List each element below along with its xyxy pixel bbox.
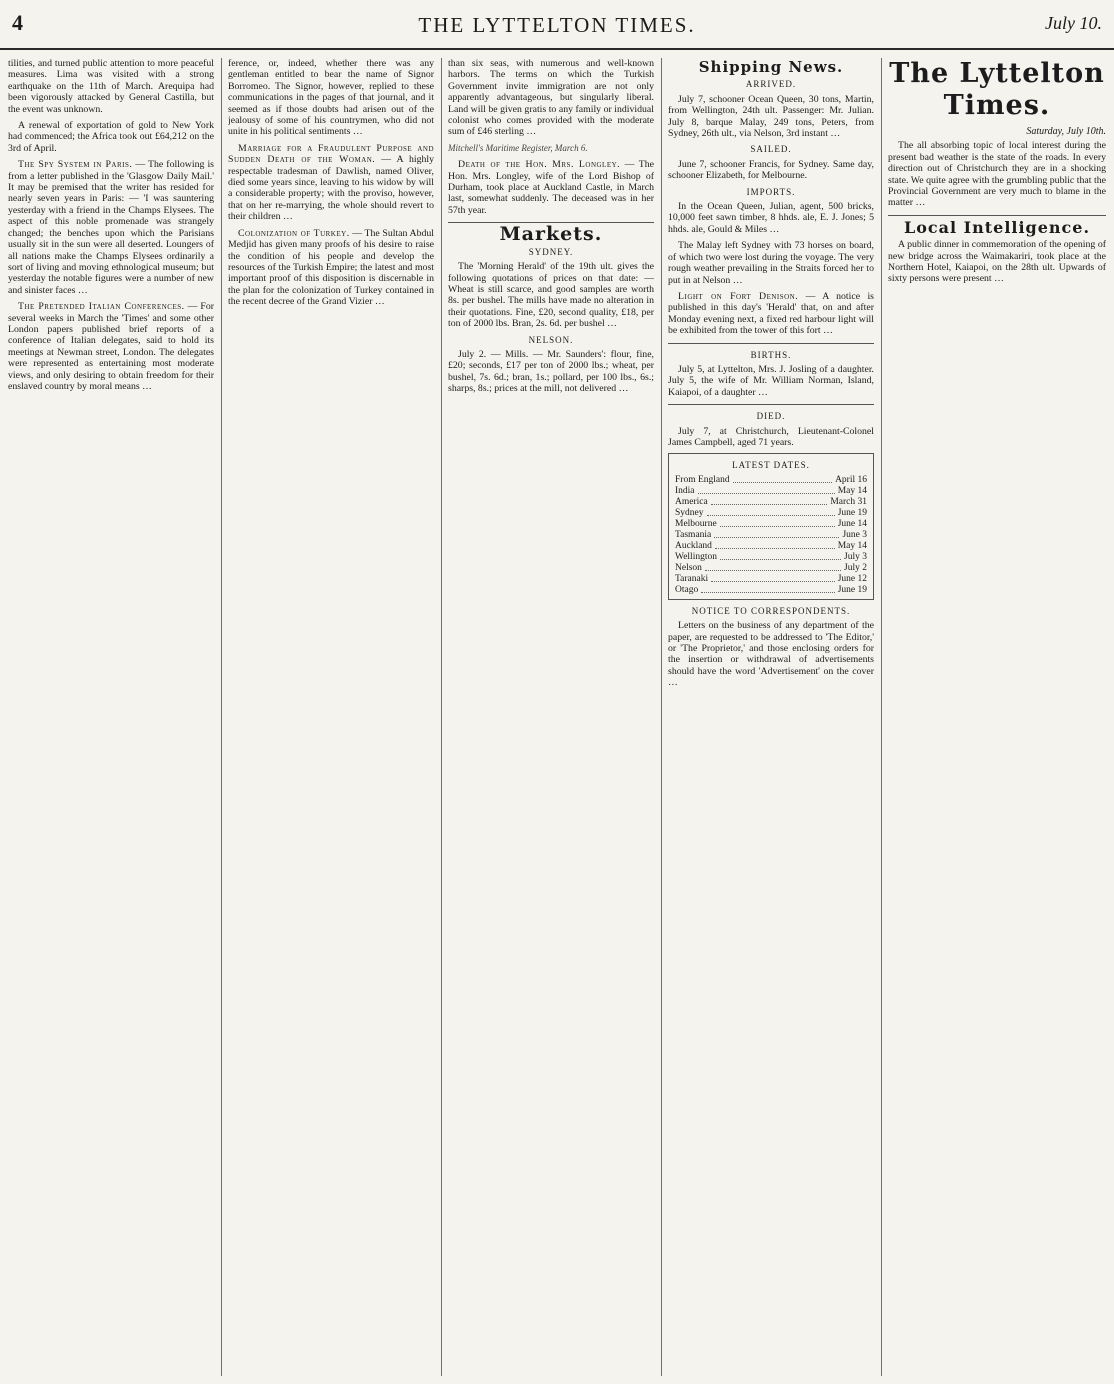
nelson-market-report: July 2. — Mills. — Mr. Saunders': flour, fine, £20; seconds, £17 per ton of 2000 lbs.; wheat, per bushel, 7s. 6d.; bran, 1s.; pollard, per 100 lbs., 6s.; sharps, 8s.; prices at the mill, not delivered … xyxy=(448,348,654,395)
died-heading: DIED. xyxy=(756,411,786,422)
sailed-subheading: SAILED. xyxy=(750,144,792,155)
malay-report: The Malay left Sydney with 73 horses on board, of which two were lost during the voyage. The very rough weather prevailing in the Straits forced her to put in at Nelson … xyxy=(668,240,874,286)
article-body: The following is from a letter published in the 'Glasgow Daily Mail.' It may be premised that the writer has resided for nearly seven years in Paris: — 'I was sauntering yesterday with a friend in the Champs Elysees. The aspect of this noble promenade was strangely changed; the benches upon which the Parisians usually sit in the sun were all deserted. Loungers of all nations make the Champs Elysees ordinarily a sort of living and moving ethnological museum; but yesterday the notable figures were a number of new and sinister faces … xyxy=(8,159,214,296)
died-list: July 7, at Christchurch, Lieutenant-Colonel James Campbell, aged 71 years. xyxy=(668,425,874,448)
latest-date-value: June 12 xyxy=(837,573,867,584)
local-intelligence-body: A public dinner in commemoration of the opening of new bridge across the Waimakariri, took place at the Northern Hotel, Kaiapoi, on the 28th ult. Upwards of sixty persons were present … xyxy=(888,239,1106,285)
column-4 xyxy=(668,58,874,1376)
editorial-dateline: Saturday, July 10th. xyxy=(1026,126,1106,137)
leader-dots xyxy=(707,508,835,516)
latest-date-place: Melbourne xyxy=(675,518,717,529)
latest-dates-box xyxy=(668,453,874,599)
latest-date-value: June 14 xyxy=(837,518,867,529)
latest-date-row xyxy=(675,585,867,596)
shipping-heading: Shipping News. xyxy=(698,58,844,76)
column-5 xyxy=(888,58,1106,1376)
leading-article: The all absorbing topic of local interest during the present bad weather is the state of the roads. In every direction out of Christchurch they are in a shocking state. We quite agree with the grumbling public that the Provincial Government are very much to blame in the matter … xyxy=(888,140,1106,209)
section-rule xyxy=(668,343,874,344)
fort-denison-article: Light on Fort Denison. — A notice is published in this day's 'Herald' that, on and after Monday evening next, a fixed red harbour light will be exhibited from the tower of this fort … xyxy=(668,290,874,337)
latest-date-value: June 19 xyxy=(837,584,867,595)
column-2 xyxy=(228,58,434,1376)
leader-dots xyxy=(720,519,835,527)
latest-date-row xyxy=(675,574,867,585)
latest-date-row xyxy=(675,552,867,563)
arrived-list: July 7, schooner Ocean Queen, 30 tons, Martin, from Wellington, 24th ult. Passenger: Mr. Julian. July 8, barque Malay, 249 tons, Peters, from Sydney, 26th ult., via Nelson, 3rd instant … xyxy=(668,93,874,140)
editorial-flag: The Lyttelton Times. xyxy=(889,58,1105,121)
sydney-subheading: SYDNEY. xyxy=(528,246,574,257)
column-3 xyxy=(448,58,654,1376)
latest-date-place: Tasmania xyxy=(675,529,712,540)
italian-conferences-article: The Pretended Italian Conferences. — For several weeks in March the 'Times' and some other London papers published brief reports of a conference of Italian delegates, said to hold its meetings at Newman street, London. The delegates were represented as entertaining most moderate views, and only desiring to obtain freedom for their enslaved country by moral means … xyxy=(8,301,214,392)
leader-dots xyxy=(733,475,832,483)
latest-date-row xyxy=(675,530,867,541)
page-header xyxy=(0,0,1114,50)
article-heading: The Spy System in Paris. xyxy=(18,159,133,171)
latest-date-value: May 14 xyxy=(837,540,867,551)
sailed-list: June 7, schooner Francis, for Sydney. Same day, schooner Elizabeth, for Melbourne. xyxy=(668,158,874,182)
latest-date-place: Nelson xyxy=(675,562,702,573)
section-rule xyxy=(888,215,1106,216)
death-notice-article: Death of the Hon. Mrs. Longley. — The Hon. Mrs. Longley, wife of the Lord Bishop of Durham, took place at Auckland Castle, in March last, somewhat suddenly. The deceased was in her 57th year. xyxy=(448,159,654,216)
article-heading: The Pretended Italian Conferences. xyxy=(18,301,185,313)
latest-date-value: June 3 xyxy=(842,529,867,540)
article-body: The Hon. Mrs. Longley, wife of the Lord Bishop of Durham, took place at Auckland Castle, in March last, somewhat suddenly. The deceased was in her 57th year. xyxy=(448,159,654,216)
leader-dots xyxy=(701,585,834,593)
latest-date-value: July 3 xyxy=(844,551,867,562)
latest-dates-heading: LATEST DATES. xyxy=(732,460,810,471)
page-number: 4 xyxy=(12,10,23,35)
source-attribution: Mitchell's Maritime Register, March 6. xyxy=(448,142,588,153)
latest-date-place: Sydney xyxy=(675,507,704,518)
turkey-article: Colonization of Turkey. — The Sultan Abdul Medjid has given many proofs of his desire to raise the condition of his people and develop the resources of the Turkish Empire; the latest and most important proof of this disposition is discernable in the plan for the colonization of Turkey contained in the recent decree of the Grand Vizier … xyxy=(228,227,434,308)
latest-date-value: May 14 xyxy=(837,485,867,496)
article-body: The Sultan Abdul Medjid has given many proofs of his desire to raise the condition of his people and develop the resources of the Turkish Empire; the latest and most important proof of this disposition is discernable in the plan for the colonization of Turkey contained in the recent decree of the Grand Vizier … xyxy=(228,227,434,308)
column-rule xyxy=(441,58,442,1376)
latest-date-value: April 16 xyxy=(835,474,867,485)
latest-date-row xyxy=(675,563,867,574)
fragment-article: tilities, and turned public attention to more peaceful measures. Lima was visited with a strong earthquake on the 11th of March. Arequipa had been vigorously attacked by General Castilla, but the event was unknown. xyxy=(8,58,214,115)
latest-date-row xyxy=(675,486,867,497)
latest-date-place: Auckland xyxy=(675,540,712,551)
leader-dots xyxy=(715,541,835,549)
notice-body: Letters on the business of any department of the paper, are requested to be addressed to 'The Editor,' or 'The Proprietor,' and those enclosing orders for the insertion or withdrawal of advertisements should have the word 'Advertisement' on the cover … xyxy=(668,620,874,689)
leader-dots xyxy=(711,497,828,505)
latest-date-value: March 31 xyxy=(830,496,867,507)
leader-dots xyxy=(720,552,841,560)
arrived-subheading: ARRIVED. xyxy=(745,79,797,90)
markets-heading: Markets. xyxy=(499,223,603,246)
local-intelligence-heading: Local Intelligence. xyxy=(903,217,1091,237)
gold-export-article: A renewal of exportation of gold to New York had commenced; the Africa took out £64,212 on the 3rd of April. xyxy=(8,120,214,154)
latest-date-row xyxy=(675,508,867,519)
births-list: July 5, at Lyttelton, Mrs. J. Josling of a daughter. July 5, the wife of Mr. William Norman, Island, Kaiapoi, of a daughter … xyxy=(668,363,874,398)
article-heading: Marriage for a Fraudulent Purpose and Sudden Death of the Woman. xyxy=(228,142,434,166)
latest-dates-list xyxy=(675,475,867,596)
latest-date-place: India xyxy=(675,485,695,496)
turkey-article-continued: than six seas, with numerous and well-known harbors. The terms on which the Turkish Government invite immigration are not only apparently advantageous, but singularly liberal. Land will be given gratis to any family or individual colonist who comes provided with the moderate sum of £46 sterling … xyxy=(448,58,654,138)
article-heading: Death of the Hon. Mrs. Longley. xyxy=(458,159,621,171)
article-body: A highly respectable tradesman of Dawlish, named Oliver, died some years since, leaving to his widow by will a considerable property; with the proviso, however, that on her re-marrying, the whole should revert to their children … xyxy=(228,154,434,223)
imports-list: In the Ocean Queen, Julian, agent, 500 bricks, 10,000 feet sawn timber, 8 hhds. ale, E. J. Jones; 5 hhds. ale, Gould & Miles … xyxy=(668,201,874,235)
article-body: For several weeks in March the 'Times' and some other London papers published brief reports of a conference of Italian delegates, said to hold its meetings at Newman street, London. The delegates were represented as entertaining most moderate views, and only desiring to obtain freedom for their enslaved country by moral means … xyxy=(8,301,214,392)
continued-article: ference, or, indeed, whether there was any gentleman entitled to bear the name of Signor Borromeo. The Signor, however, replied to these communications in the pages of that journal, and it seemed as if those doubts had arisen out of the jealousy of some of his countrymen, who did not unite in his political sentiments … xyxy=(228,58,434,138)
column-rule xyxy=(881,58,882,1376)
latest-date-row xyxy=(675,519,867,530)
column-1 xyxy=(8,58,214,1376)
latest-date-value: June 19 xyxy=(837,507,867,518)
latest-date-place: Wellington xyxy=(675,551,717,562)
latest-date-row xyxy=(675,497,867,508)
latest-date-row xyxy=(675,541,867,552)
column-rule xyxy=(661,58,662,1376)
latest-date-place: America xyxy=(675,496,708,507)
notice-heading: NOTICE TO CORRESPONDENTS. xyxy=(691,605,851,616)
newspaper-title: THE LYTTELTON TIMES. xyxy=(418,13,696,37)
latest-date-place: Taranaki xyxy=(675,573,709,584)
leader-dots xyxy=(711,574,835,582)
article-body: A notice is published in this day's 'Herald' that, on and after Monday evening next, a fixed red harbour light will be exhibited from the tower of this fort … xyxy=(668,290,874,337)
nelson-subheading: NELSON. xyxy=(528,334,574,345)
issue-date: July 10. xyxy=(1045,13,1102,33)
leader-dots xyxy=(698,486,835,494)
article-heading: Light on Fort Denison. xyxy=(678,290,799,302)
latest-date-place: Otago xyxy=(675,584,699,595)
section-rule xyxy=(668,404,874,405)
imports-subheading: IMPORTS. xyxy=(746,186,796,197)
marriage-article: Marriage for a Fraudulent Purpose and Sudden Death of the Woman. — A highly respectable tradesman of Dawlish, named Oliver, died some years since, leaving to his widow by will a considerable property; with the proviso, however, that on her re-marrying, the whole should revert to their children … xyxy=(228,142,434,223)
latest-date-place: From England xyxy=(675,474,730,485)
latest-date-value: July 2 xyxy=(844,562,867,573)
births-heading: BIRTHS. xyxy=(750,349,792,360)
leader-dots xyxy=(705,563,841,571)
article-heading: Colonization of Turkey. xyxy=(238,227,350,239)
sydney-market-report: The 'Morning Herald' of the 19th ult. gives the following quotations of prices on that date: — Wheat is still scarce, and good samples are worth 8s. per bushel. The mills have made no alteration in their quotations. Fine, £20, second quality, £18, per ton of 2000 lbs. Bran, 2s. 6d. per bushel … xyxy=(448,261,654,330)
latest-date-row xyxy=(675,475,867,486)
leader-dots xyxy=(714,530,839,538)
spy-system-article: The Spy System in Paris. — The following is from a letter published in the 'Glasgow Daily Mail.' It may be premised that the writer has resided for nearly seven years in Paris: — 'I was sauntering yesterday with a friend in the Champs Elysees. The aspect of this noble promenade was strangely changed; the benches upon which the Parisians usually sit in the sun were all deserted. Loungers of all nations make the Champs Elysees ordinarily a sort of living and moving ethnological museum; but yesterday the notable figures were a number of new and sinister faces … xyxy=(8,159,214,296)
column-rule xyxy=(221,58,222,1376)
